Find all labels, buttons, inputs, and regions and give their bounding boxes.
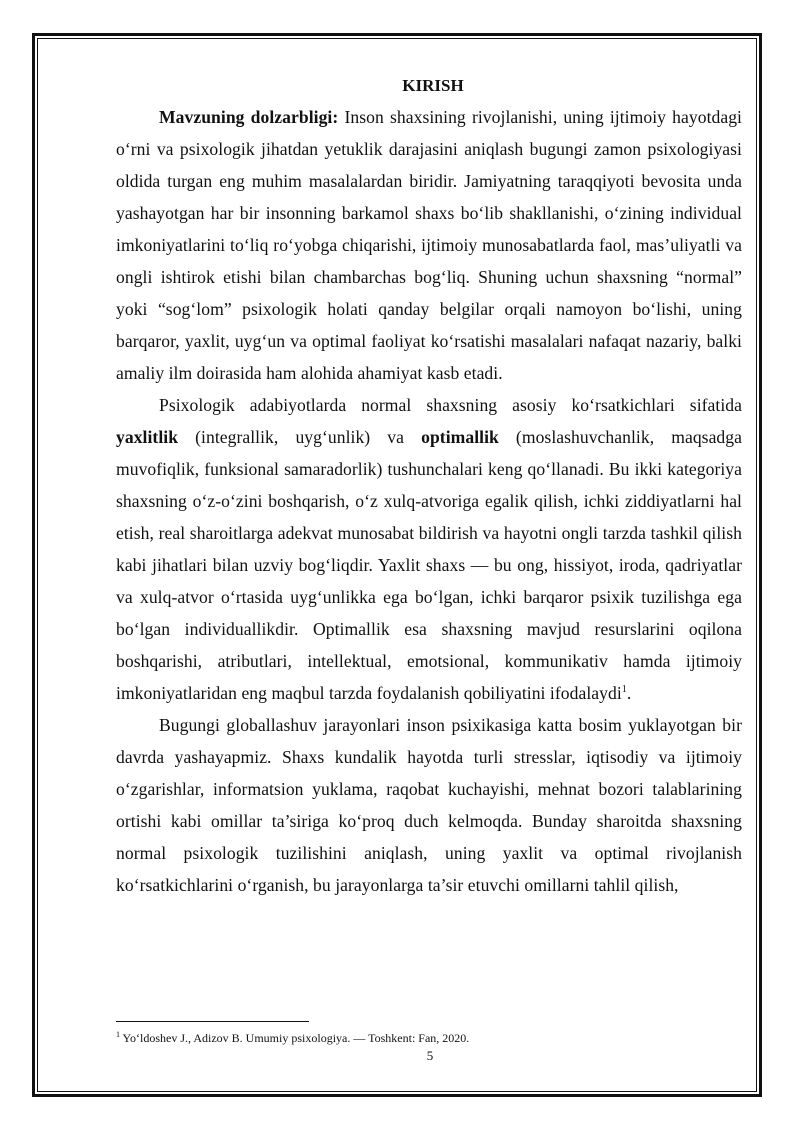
footnote-reference[interactable]: 1	[621, 684, 627, 696]
bold-lead: Mavzuning dolzarbligi:	[159, 107, 339, 127]
paragraph-text: (moslashuvchanlik, maqsadga muvofiqlik, funksional samaradorlik) tushunchalari keng qoʻllanadi. Bu ikki kategoriya shaxsning oʻz-oʻzini boshqarish, oʻz xulq-atvoriga egalik qilish, ichki ziddiyatlarni hal etish, real sharoitlarga adekvat munosabat bildirish va hayotni ongli tarzda tashkil qilish kabi jihatlari bilan uzviy bogʻliqdir. Yaxlit shaxs — bu ong, hissiyot, iroda, qadriyatlar va xulq-atvor oʻrtasida uygʻunlikka ega boʻlgan, ichki barqaror psixik tuzilishga ega boʻlgan individuallikdir. Optimallik esa shaxsning mavjud resurslarini oqilona boshqarishi, atributlari, intellektual, emotsional, kommunikativ hamda ijtimoiy imkoniyatlaridan eng maqbul tarzda foydalanish qobiliyatini ifodalaydi	[116, 427, 742, 703]
section-heading: KIRISH	[402, 76, 464, 95]
footnote-text: Yoʻldoshev J., Adizov B. Umumiy psixologiya. — Toshkent: Fan, 2020.	[120, 1031, 470, 1045]
paragraph-relevance	[116, 101, 742, 389]
paragraph-text: (integrallik, uygʻunlik) va	[178, 427, 422, 447]
paragraph-text: .	[626, 683, 632, 703]
term-integrity: yaxlitlik	[116, 427, 179, 447]
footnote	[116, 1030, 716, 1046]
footnote-separator	[116, 1021, 309, 1022]
paragraph-globalization	[116, 709, 742, 901]
page-number: 5	[426, 1048, 434, 1063]
paragraph-concepts	[116, 389, 742, 709]
paragraph-text: Psixologik adabiyotlarda normal shaxsning asosiy koʻrsatkichlari sifatida	[159, 395, 742, 415]
document-body	[116, 74, 742, 901]
paragraph-text: Bugungi globallashuv jarayonlari inson psixikasiga katta bosim yuklayotgan bir davrda yashayapmiz. Shaxs kundalik hayotda turli stresslar, iqtisodiy va ijtimoiy oʻzgarishlar, informatsion yuklama, raqobat kuchayishi, mehnat bozori talablarining ortishi kabi omillar ta’siriga koʻproq duch kelmoqda. Bunday sharoitda shaxsning normal psixologik tuzilishini aniqlash, uning yaxlit va optimal rivojlanish koʻrsatkichlarini oʻrganish, bu jarayonlarga ta’sir etuvchi omillarni tahlil qilish,	[116, 715, 742, 895]
footnote-marker: 1	[116, 1030, 120, 1039]
term-optimality: optimallik	[421, 427, 499, 447]
paragraph-text: Inson shaxsining rivojlanishi, uning ijtimoiy hayotdagi oʻrni va psixologik jihatdan yetuklik darajasini aniqlash bugungi zamon psixologiyasi oldida turgan eng muhim masalalardan biridir. Jamiyatning taraqqiyoti bevosita unda yashayotgan har bir insonning barkamol shaxs boʻlib shakllanishi, oʻzining individual imkoniyatlarini toʻliq roʻyobga chiqarishi, ijtimoiy munosabatlarda faol, mas’uliyatli va ongli ishtirok etishi bilan chambarchas bogʻliq. Shuning uchun shaxsning “normal” yoki “sogʻlom” psixologik holati qanday belgilar orqali namoyon boʻlishi, uning barqaror, yaxlit, uygʻun va optimal faoliyat koʻrsatishi masalalari nafaqat nazariy, balki amaliy ilm doirasida ham alohida ahamiyat kasb etadi.	[116, 107, 742, 383]
